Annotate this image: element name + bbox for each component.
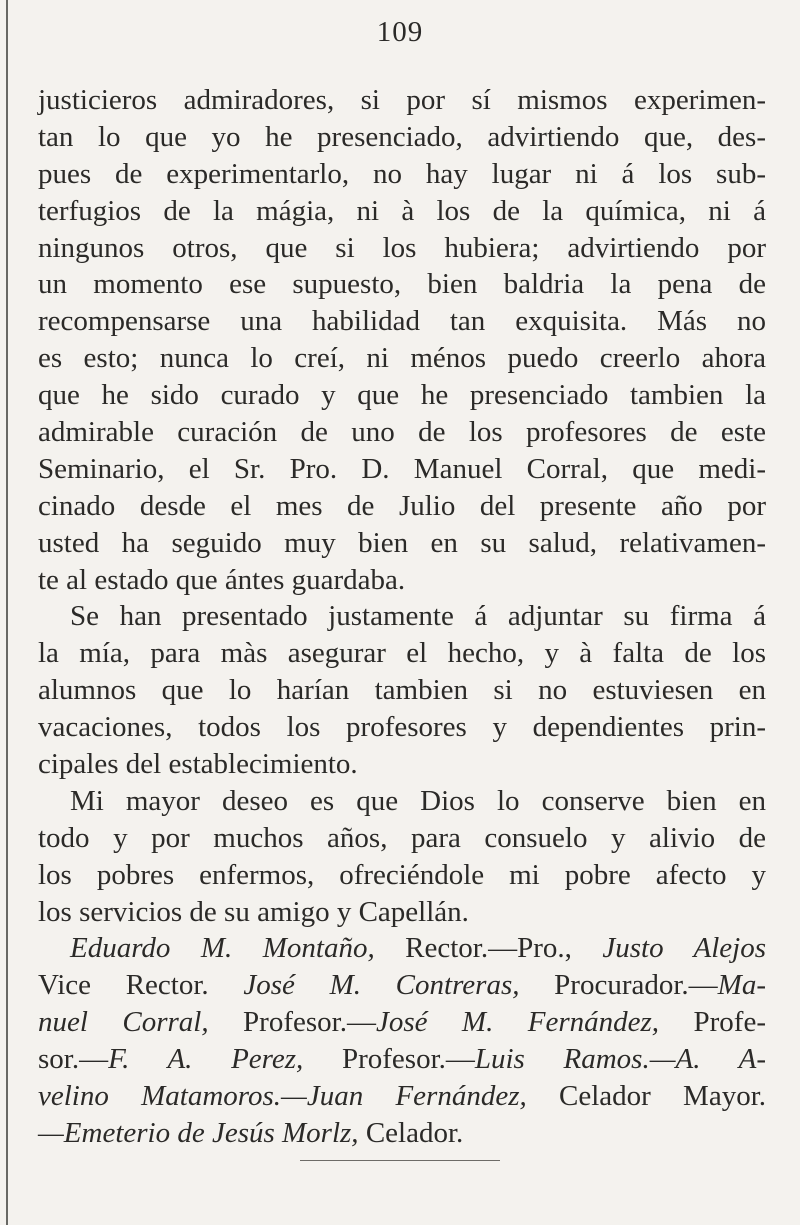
text-line: todo y por muchos años, para consuelo y alivio de <box>38 821 766 854</box>
text-line: usted ha seguido muy bien en su salud, relativamen- <box>38 526 766 559</box>
text-line: tan lo que yo he presenciado, advirtiendo que, des- <box>38 120 766 153</box>
signatory-name: F. A. Perez, <box>108 1043 304 1076</box>
signatory-role: sor.— <box>38 1043 109 1076</box>
signatory-role: Procurador.— <box>519 969 718 1002</box>
signatory-name: velino Matamoros. <box>38 1080 282 1113</box>
text-line: que he sido curado y que he presenciado tambien la <box>38 379 766 412</box>
closing-rule <box>300 1160 500 1161</box>
text-line: Seminario, el Sr. Pro. D. Manuel Corral, que medi- <box>38 452 766 485</box>
signature-line <box>38 1115 766 1152</box>
signature-line <box>38 1078 766 1115</box>
signature-line <box>38 1004 766 1041</box>
text-line: alumnos que lo harían tambien si no estuviesen en <box>38 674 766 707</box>
signature-line <box>38 1041 766 1078</box>
signatory-role: Profesor.— <box>208 1006 376 1039</box>
text-line: los servicios de su amigo y Capellán. <box>38 895 469 928</box>
page-number: 109 <box>376 16 424 48</box>
signatory-name: —Juan Fernández, <box>281 1080 527 1113</box>
letter-body <box>38 82 766 1152</box>
text-line: recompensarse una habilidad tan exquisita. Más no <box>38 305 766 338</box>
signatory-name: —Emeterio de Jesús Morlz, <box>38 1116 359 1149</box>
signatory-role: Celador Mayor. <box>526 1080 767 1113</box>
signatory-name: José M. Contreras, <box>208 969 520 1002</box>
text-line: la mía, para màs asegurar el hecho, y à falta de los <box>38 637 766 670</box>
signature-line <box>38 930 766 967</box>
signatory-name: José M. Fernández, <box>375 1006 660 1039</box>
text-line: es esto; nunca lo creí, ni ménos puedo creerlo ahora <box>38 342 766 375</box>
text-line: ningunos otros, que si los hubiera; advirtiendo por <box>38 231 766 264</box>
paragraph-start-line: Se han presentado justamente á adjuntar su firma á <box>70 600 766 633</box>
signatory-role: Vice Rector. <box>38 969 209 1002</box>
text-line: cinado desde el mes de Julio del presente año por <box>38 489 766 522</box>
signatory-name: Luis Ramos. <box>474 1043 650 1076</box>
signatory-name: Justo Alejos <box>571 932 766 965</box>
signatory-name: Eduardo M. Montaño, <box>70 932 375 965</box>
signatory-role: Celador. <box>358 1116 464 1149</box>
signatory-role: Profesor.— <box>303 1043 475 1076</box>
page-edge-rule <box>6 0 8 1225</box>
text-line: terfugios de la mágia, ni à los de la química, ni á <box>38 194 766 227</box>
text-line: un momento ese supuesto, bien baldria la pena de <box>38 268 766 301</box>
text-line: justicieros admiradores, si por sí mismos experimen- <box>38 84 766 116</box>
text-line: cipales del establecimiento. <box>38 748 358 781</box>
text-line: vacaciones, todos los profesores y dependientes prin- <box>38 711 766 744</box>
paragraph-start-line: Mi mayor deseo es que Dios lo conserve bien en <box>70 784 766 817</box>
signatory-role: Profe- <box>659 1006 766 1039</box>
signatory-name: —A. A- <box>649 1043 766 1076</box>
text-line: admirable curación de uno de los profesores de este <box>38 416 766 449</box>
signatory-name: nuel Corral, <box>38 1006 209 1039</box>
signature-line <box>38 967 766 1004</box>
text-line: te al estado que ántes guardaba. <box>38 563 406 596</box>
signatory-name: Ma- <box>717 969 766 1002</box>
text-line: pues de experimentarlo, no hay lugar ni á los sub- <box>38 157 766 190</box>
text-line: los pobres enfermos, ofreciéndole mi pobre afecto y <box>38 858 766 891</box>
signatory-role: Rector.—Pro., <box>374 932 572 965</box>
